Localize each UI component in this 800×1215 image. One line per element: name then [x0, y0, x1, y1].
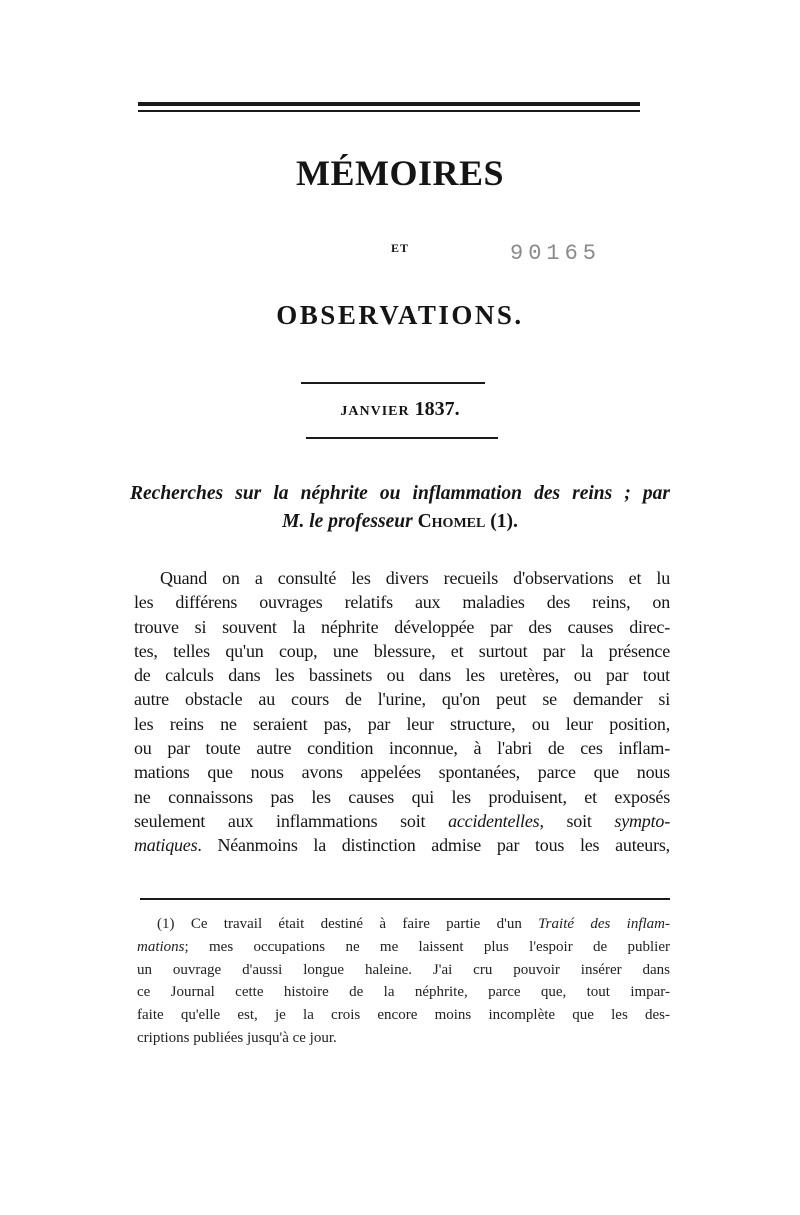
body-line: les reins ne seraient pas, par leur structure, ou leur position,: [134, 713, 670, 734]
body-line: ne connaissons pas les causes qui les produisent, et exposés: [134, 786, 670, 807]
body-emphasis: matiques: [134, 835, 198, 856]
date-rule-bottom: [306, 437, 498, 439]
body-text-run: , soit: [539, 810, 592, 831]
body-emphasis: accidentelles: [448, 810, 540, 831]
article-title-line-1: Recherches sur la néphrite ou inflammation des reins ; par: [130, 483, 670, 504]
body-line: Quand on a consulté les divers recueils d'observations et lu: [160, 568, 670, 588]
footnote-emphasis: Traité des inflam-: [538, 916, 670, 932]
article-footnote-ref: (1).: [490, 511, 518, 532]
footnote-text-run: ; mes occupations ne me laissent plus l'espoir de publier: [184, 938, 670, 955]
article-title: [130, 480, 670, 536]
issue-year: 1837.: [414, 398, 460, 420]
library-shelfmark-stamp: 90165: [510, 241, 602, 266]
body-emphasis: sympto-: [614, 810, 670, 831]
footnote-line: faite qu'elle est, je la crois encore moins incomplète que les des-: [137, 1007, 670, 1024]
body-line: de calculs dans les bassinets ou dans les uretères, ou par tout: [134, 665, 670, 686]
footnote-line: un ouvrage d'aussi longue haleine. J'ai cru pouvoir insérer dans: [137, 961, 670, 978]
article-title-line-2: [130, 508, 670, 536]
date-rule-top: [301, 382, 485, 384]
section-title: MÉMOIRES: [295, 153, 504, 193]
issue-date: [0, 398, 800, 421]
body-line: autre obstacle au cours de l'urine, qu'on peut se demander si: [134, 689, 670, 710]
header-rule-top-thick: [138, 102, 640, 106]
section-subtitle: OBSERVATIONS.: [276, 300, 524, 330]
issue-month: JANVIER: [340, 404, 410, 419]
article-title-prefix: M. le professeur: [282, 511, 413, 532]
footnote-emphasis: mations: [137, 938, 185, 955]
article-body: [134, 566, 670, 858]
body-line: trouve si souvent la néphrite développée par des causes direc-: [134, 616, 670, 637]
footnote-line: [137, 936, 670, 959]
body-line: [134, 809, 670, 833]
body-line: mations que nous avons appelées spontanées, parce que nous: [134, 762, 670, 783]
body-line: tes, telles qu'un coup, une blessure, et surtout par la présence: [134, 640, 670, 661]
body-text-run: . Néanmoins la distinction admise par tous les auteurs,: [197, 835, 670, 856]
footnote-separator: [140, 898, 670, 900]
section-title-conjunction: ET: [390, 241, 409, 255]
article-author: Chomel: [417, 511, 486, 532]
footnote-text-run: (1) Ce travail était destiné à faire partie d'un: [157, 916, 522, 932]
footnote: [137, 913, 670, 1050]
body-line: les différens ouvrages relatifs aux maladies des reins, on: [134, 592, 670, 613]
header-rule-top-thin: [138, 110, 640, 112]
footnote-line: [137, 913, 670, 936]
footnote-line: criptions publiées jusqu'à ce jour.: [137, 1029, 337, 1046]
body-line: ou par toute autre condition inconnue, à l'abri de ces inflam-: [134, 738, 670, 759]
body-line: [134, 833, 670, 857]
footnote-line: ce Journal cette histoire de la néphrite, parce que, tout impar-: [137, 984, 670, 1001]
body-text-run: seulement aux inflammations soit: [134, 810, 426, 831]
